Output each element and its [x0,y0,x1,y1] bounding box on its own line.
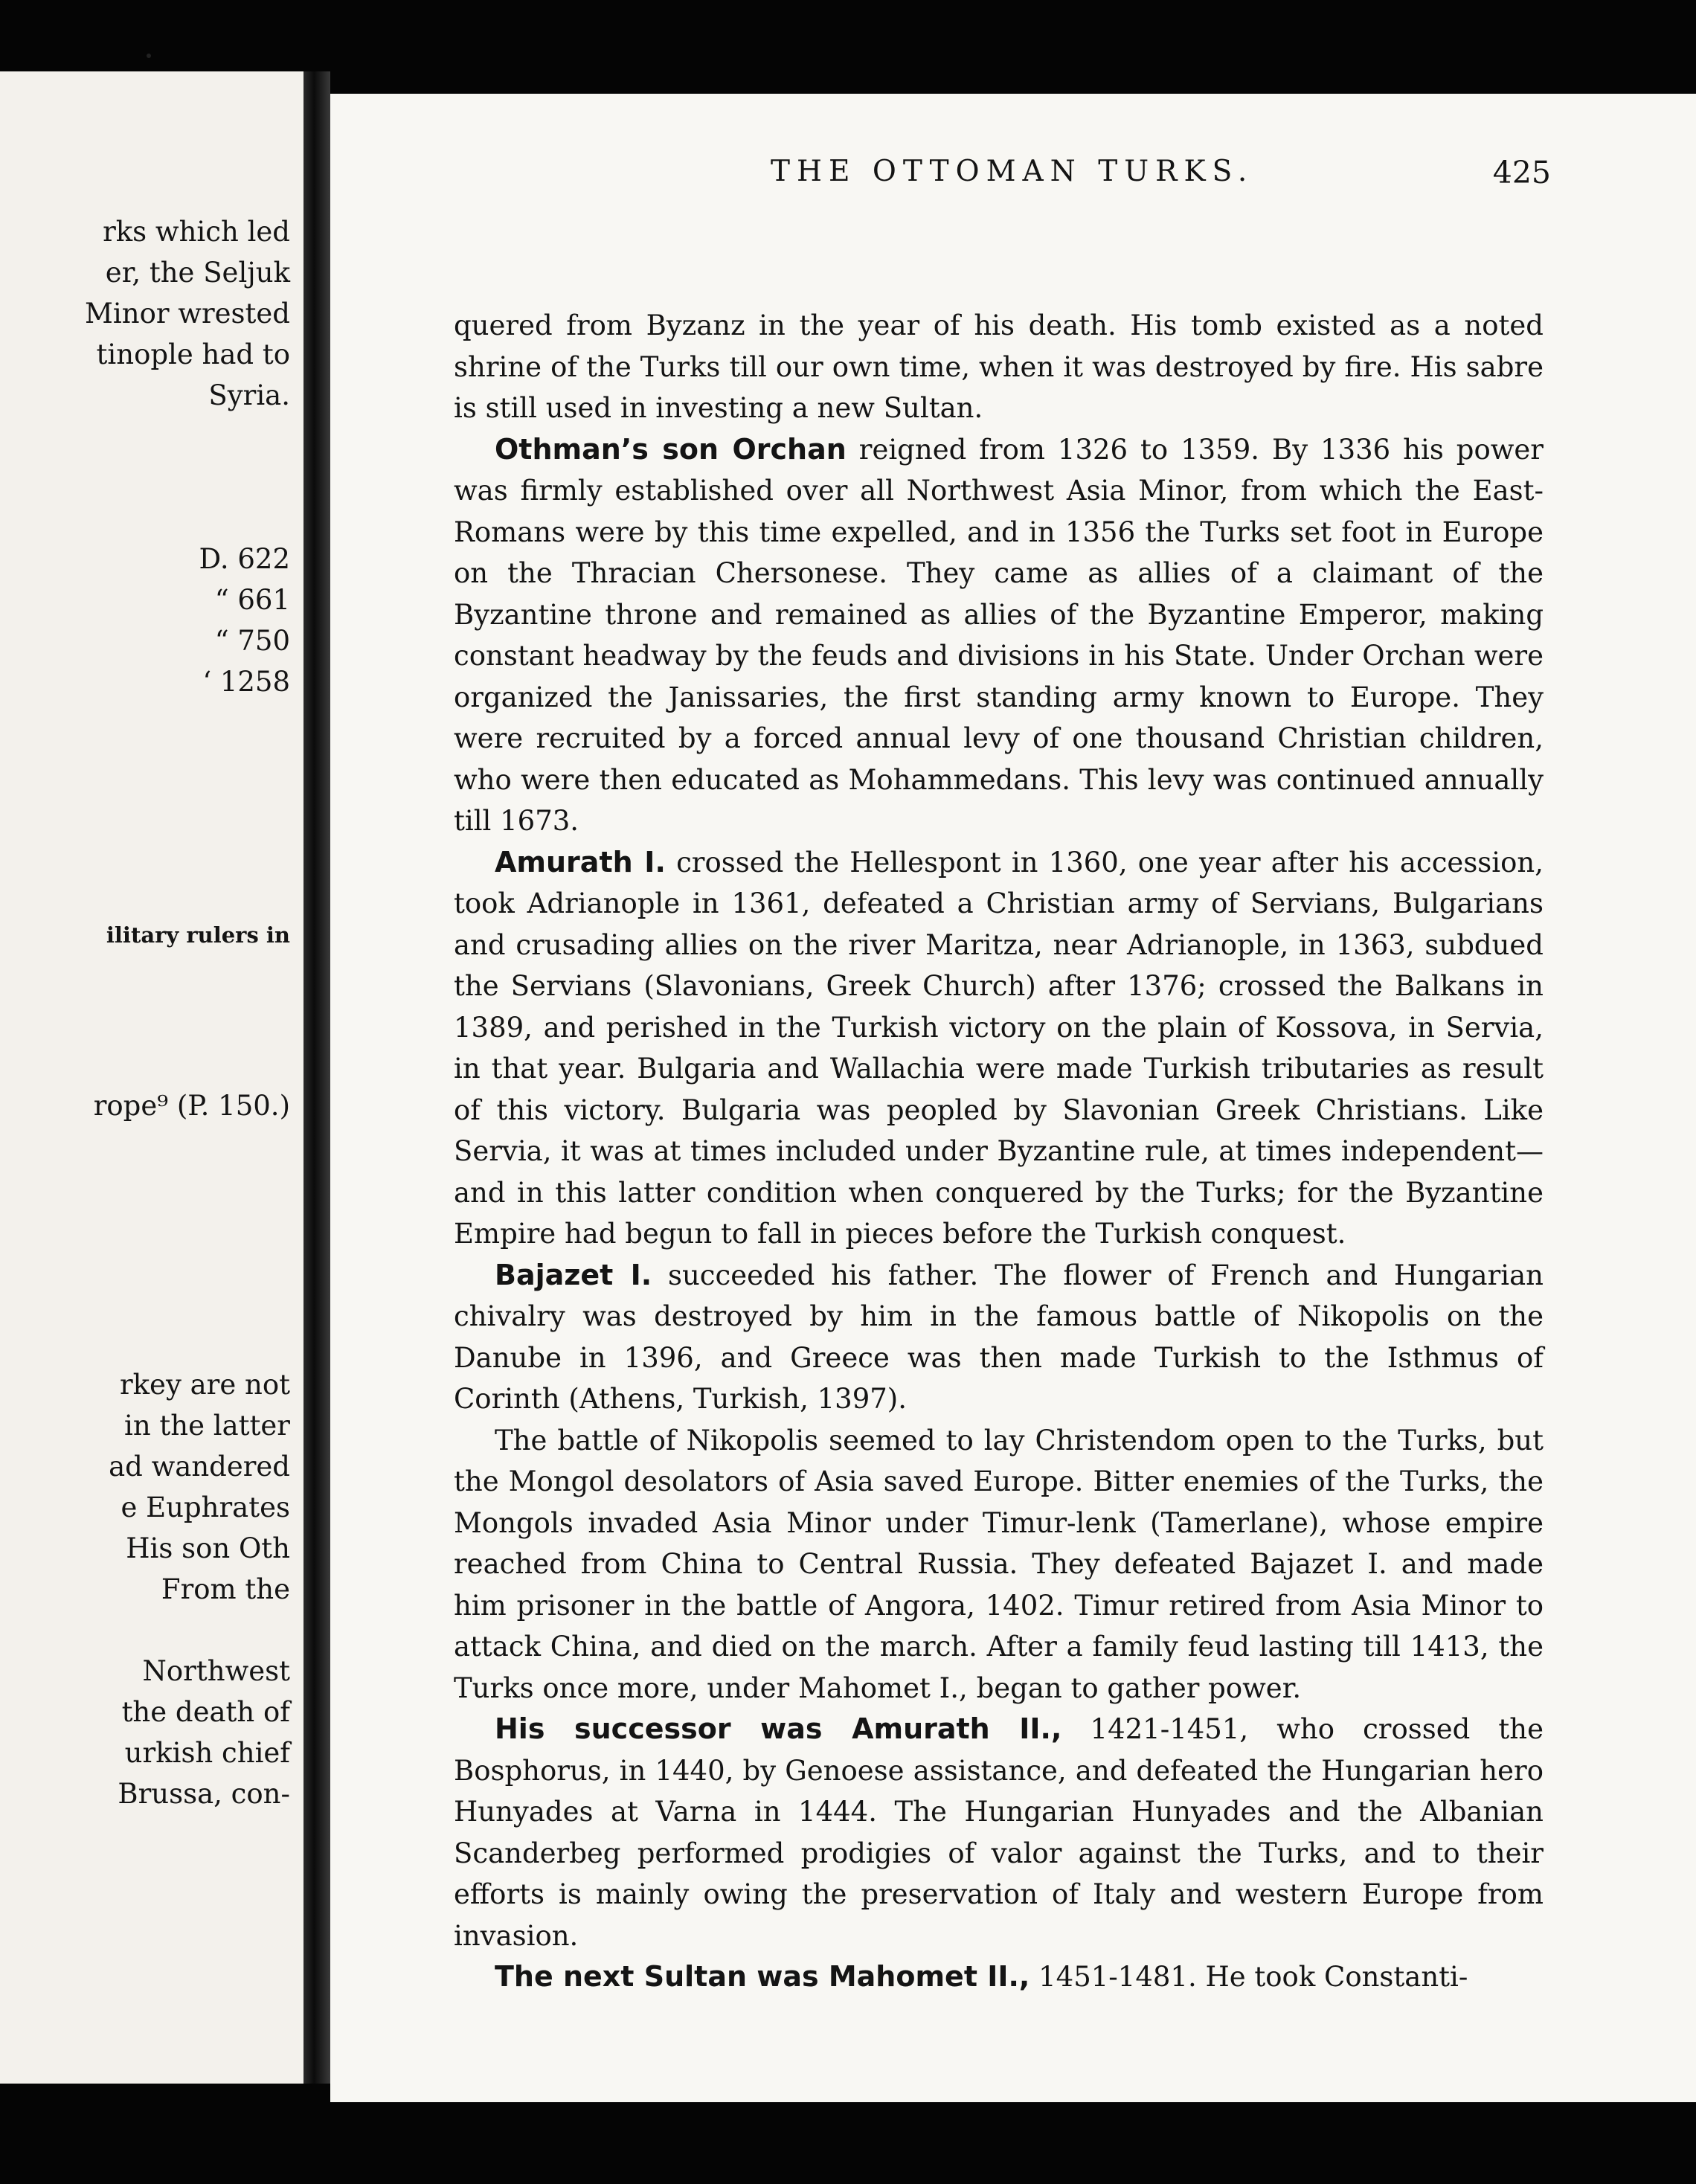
left-page-fragment: in the latter [124,1410,290,1442]
paragraph-text: crossed the Hellespont in 1360, one year after his accession, took Adrianople in 1361, defeated a Christian army of Servians, Bulgarians and crusading allies on the river Maritza, near Adrianople, in 1363, subdued the Servians (Slavonians, Greek Church) after 1376; crossed the Balkans in 1389, and perished in the Turkish victory on the plain of Kossova, in Servia, in that year. Bulgaria and Wallachia were made Turkish tributaries as result of this victory. Bulgaria was peopled by Slavonian Greek Christians. Like Servia, it was at times included under Byzantine rule, at times independent—and in this latter condition when conquered by the Turks; for the Byzantine Empire had begun to fall in pieces before the Turkish conquest. [454,846,1544,1250]
book-gutter [303,71,330,2084]
paragraph-lead: The next Sultan was Mahomet II., [495,1960,1030,1993]
left-page-fragment: Syria. [208,379,290,411]
left-page-fragment: er, the Seljuk [105,257,290,289]
paragraph [454,1420,1544,1709]
paragraph [454,1709,1544,1956]
paragraph-text: 1421-1451, who crossed the Bosphorus, in 1440, by Genoese assistance, and defeated the Hungarian hero Hunyades at Varna in 1444. The Hungarian Hunyades and the Albanian Scanderbeg performed prodigies of valor against the Turks, and to their efforts is mainly owing the preservation of Italy and western Europe from invasion. [454,1713,1544,1952]
body-text [454,305,1544,1998]
left-page-fragment: rope⁹ (P. 150.) [93,1090,290,1122]
left-page-fragment: “ 750 [214,625,290,657]
left-page-fragment: Minor wrested [85,298,290,330]
left-page-fragment: Northwest [142,1655,290,1687]
left-page-fragment: His son Oth [126,1532,290,1564]
left-page-fragment: ilitary rulers in [106,922,290,948]
paragraph [454,1956,1544,1998]
paragraph-text: quered from Byzanz in the year of his death. His tomb existed as a noted shrine of the Turks till our own time, when it was destroyed by fire. His sabre is still used in investing a new Sultan. [454,309,1544,424]
paragraph-text: 1451-1481. He took Constanti- [1030,1961,1468,1993]
page-header [446,155,1551,199]
paragraph-lead: His successor was Amurath II., [495,1712,1062,1745]
scan-speck [147,54,151,58]
paragraph-lead: Othman’s son Orchan [495,432,847,466]
paragraph-text: The battle of Nikopolis seemed to lay Christendom open to the Turks, but the Mongol desolators of Asia saved Europe. Bitter enemies of the Turks, the Mongols invaded Asia Minor under Timur-lenk (Tamerlane), whose empire reached from China to Central Russia. They defeated Bajazet I. and made him prisoner in the battle of Angora, 1402. Timur retired from Asia Minor to attack China, and died on the march. After a family feud lasting till 1413, the Turks once more, under Mahomet I., began to gather power. [454,1424,1544,1704]
left-page-fragment: the death of [121,1696,290,1728]
left-page-fragment: Brussa, con- [118,1778,290,1810]
paragraph-lead: Amurath I. [495,845,666,879]
paragraph [454,305,1544,429]
left-page-fragment: urkish chief [124,1737,290,1769]
left-page [0,71,303,2084]
left-page-fragment: “ 661 [214,584,290,616]
left-page-fragment: ‘ 1258 [202,666,290,698]
paragraph [454,842,1544,1255]
left-page-fragment: ad wandered [109,1451,290,1483]
left-page-fragment: D. 622 [199,543,290,575]
running-head: THE OTTOMAN TURKS. [771,155,1254,188]
left-page-fragment: tinople had to [96,338,290,370]
page-number: 425 [1492,155,1551,190]
paragraph [454,1255,1544,1420]
paragraph-text: succeeded his father. The flower of French and Hungarian chivalry was destroyed by him in the famous battle of Nikopolis on the Danube in 1396, and Greece was then made Turkish to the Isthmus of Corinth (Athens, Turkish, 1397). [454,1259,1544,1415]
left-page-fragment: From the [161,1573,290,1605]
left-page-fragment: rkey are not [119,1369,290,1401]
left-page-fragment: e Euphrates [121,1491,290,1523]
paragraph-lead: Bajazet I. [495,1258,652,1291]
paragraph [454,429,1544,842]
left-page-fragment: rks which led [103,216,290,248]
paragraph-text: reigned from 1326 to 1359. By 1336 his power was firmly established over all Northwest Asia Minor, from which the East-Romans were by this time expelled, and in 1356 the Turks set foot in Europe on the Thracian Chersonese. They came as allies of a claimant of the Byzantine throne and remained as allies of the Byzantine Emperor, making constant headway by the feuds and divisions in his State. Under Orchan were organized the Janissaries, the first standing army known to Europe. They were recruited by a forced annual levy of one thousand Christian children, who were then educated as Mohammedans. This levy was continued annually till 1673. [454,433,1544,837]
